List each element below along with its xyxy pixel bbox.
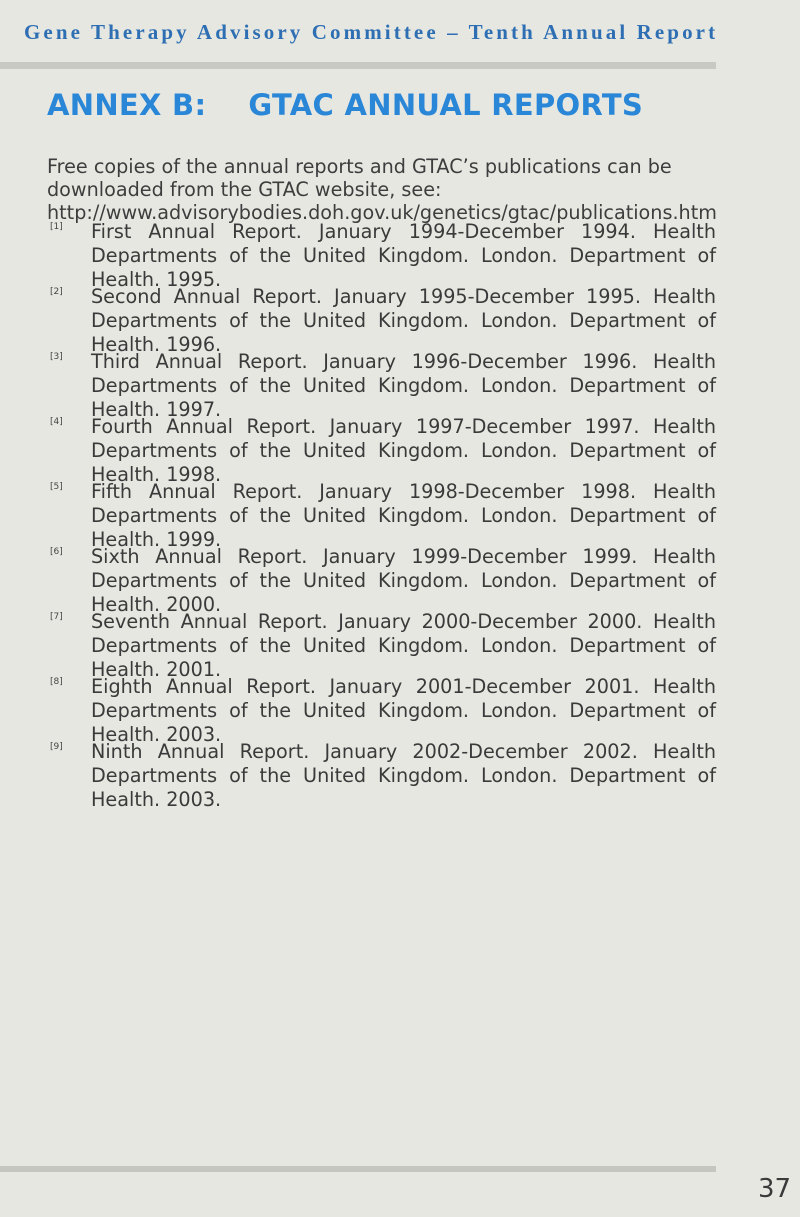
annex-title: [47, 88, 643, 122]
reference-item: [50, 350, 750, 421]
reference-item: [50, 220, 750, 291]
reference-number: [5]: [50, 482, 63, 492]
annex-heading: GTAC ANNUAL REPORTS: [248, 88, 644, 122]
reference-list: [50, 220, 750, 811]
reference-number: [6]: [50, 547, 63, 557]
reference-number: [1]: [50, 222, 63, 232]
reference-item: [50, 545, 750, 616]
reference-item: [50, 415, 750, 486]
annex-label: ANNEX B:: [47, 88, 207, 122]
reference-text: Sixth Annual Report. January 1999-December 1999. Health Departments of the United Kingdom. London. Department of Health. 2000.: [91, 545, 716, 616]
reference-item: [50, 610, 750, 681]
reference-text: Eighth Annual Report. January 2001-December 2001. Health Departments of the United Kingdom. London. Department of Health. 2003.: [91, 675, 716, 746]
reference-number: [3]: [50, 352, 63, 362]
reference-text: Fifth Annual Report. January 1998-December 1998. Health Departments of the United Kingdom. London. Department of Health. 1999.: [91, 480, 716, 551]
reference-text: Third Annual Report. January 1996-December 1996. Health Departments of the United Kingdom. London. Department of Health. 1997.: [91, 350, 716, 421]
reference-text: Ninth Annual Report. January 2002-December 2002. Health Departments of the United Kingdom. London. Department of Health. 2003.: [91, 740, 716, 811]
reference-number: [2]: [50, 287, 63, 297]
reference-number: [8]: [50, 677, 63, 687]
top-rule: [0, 62, 716, 69]
reference-item: [50, 740, 750, 811]
reference-item: [50, 285, 750, 356]
reference-number: [7]: [50, 612, 63, 622]
running-head: Gene Therapy Advisory Committee – Tenth Annual Report: [24, 20, 719, 44]
intro-paragraph: Free copies of the annual reports and GTAC’s publications can be downloaded from the GTAC website, see: http://www.advisorybodies.doh.gov.uk/genetics/gtac/publications.htm: [47, 155, 717, 224]
reference-text: Seventh Annual Report. January 2000-December 2000. Health Departments of the United Kingdom. London. Department of Health. 2001.: [91, 610, 716, 681]
reference-item: [50, 675, 750, 746]
reference-text: First Annual Report. January 1994-December 1994. Health Departments of the United Kingdom. London. Department of Health. 1995.: [91, 220, 716, 291]
reference-text: Second Annual Report. January 1995-December 1995. Health Departments of the United Kingdom. London. Department of Health. 1996.: [91, 285, 716, 356]
page-number: 37: [758, 1174, 792, 1204]
reference-item: [50, 480, 750, 551]
reference-number: [9]: [50, 742, 63, 752]
reference-number: [4]: [50, 417, 63, 427]
bottom-rule: [0, 1166, 716, 1172]
reference-text: Fourth Annual Report. January 1997-December 1997. Health Departments of the United Kingdom. London. Department of Health. 1998.: [91, 415, 716, 486]
